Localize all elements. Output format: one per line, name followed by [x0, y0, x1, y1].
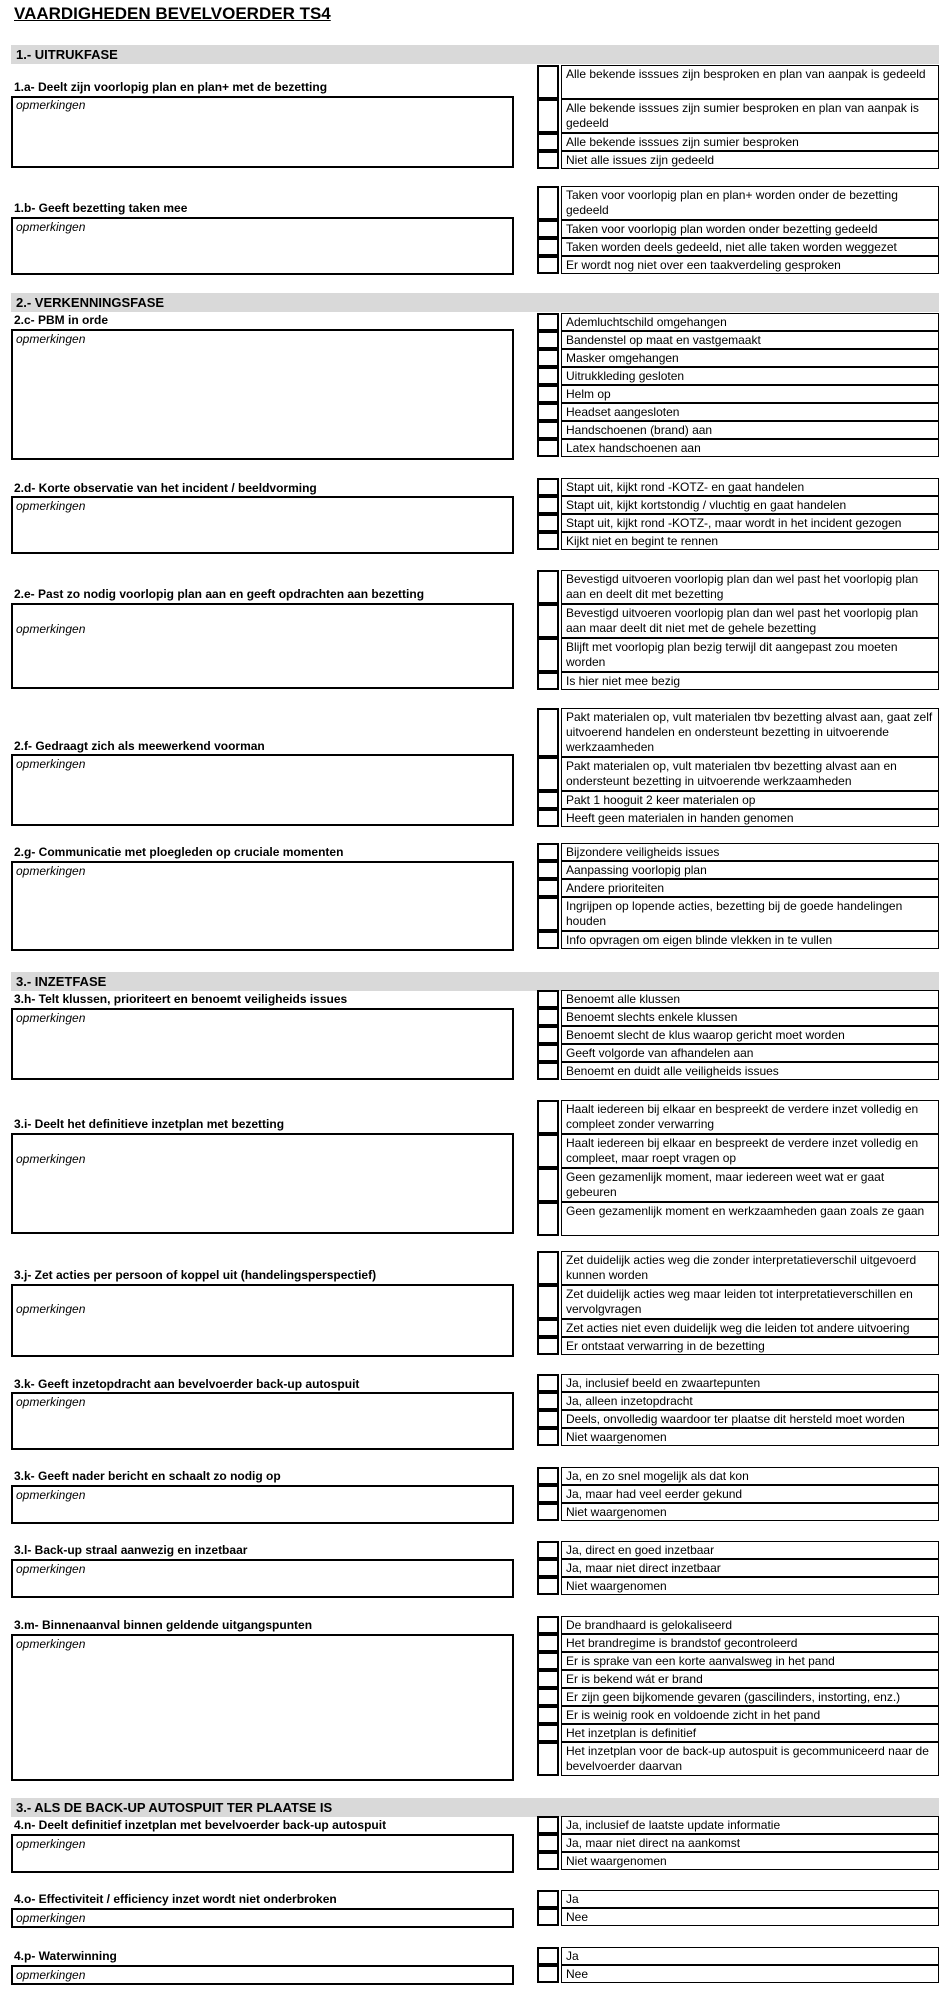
option-label: Niet waargenomen	[561, 1577, 939, 1595]
option-checkbox[interactable]	[537, 843, 559, 861]
rating-option[interactable]	[537, 1577, 939, 1595]
rating-option[interactable]	[537, 1319, 939, 1337]
rating-option[interactable]	[537, 843, 939, 861]
option-label: Alle bekende isssues zijn besproken en plan van aanpak is gedeeld	[561, 65, 939, 99]
option-checkbox[interactable]	[537, 1852, 559, 1870]
option-label: Er wordt nog niet over een taakverdeling gesproken	[561, 256, 939, 274]
rating-option[interactable]	[537, 220, 939, 238]
option-checkbox[interactable]	[537, 421, 559, 439]
option-label: Er ontstaat verwarring in de bezetting	[561, 1337, 939, 1355]
rating-option[interactable]	[537, 861, 939, 879]
option-checkbox[interactable]	[537, 1503, 559, 1521]
option-checkbox[interactable]	[537, 1337, 559, 1355]
remarks-label: opmerkingen	[16, 1968, 86, 1982]
option-checkbox[interactable]	[537, 1652, 559, 1670]
criterion-title: 1.b- Geeft bezetting taken mee	[14, 201, 188, 215]
criterion-title: 2.c- PBM in orde	[14, 313, 109, 327]
option-label: Er is sprake van een korte aanvalsweg in het pand	[561, 1652, 939, 1670]
rating-option[interactable]	[537, 99, 939, 133]
rating-option[interactable]	[537, 1634, 939, 1652]
rating-option[interactable]	[537, 1062, 939, 1080]
option-label: Geeft volgorde van afhandelen aan	[561, 1044, 939, 1062]
remarks-label: opmerkingen	[16, 220, 86, 234]
remarks-field[interactable]	[11, 603, 514, 689]
option-checkbox[interactable]	[537, 861, 559, 879]
option-checkbox[interactable]	[537, 1834, 559, 1852]
option-checkbox[interactable]	[537, 532, 559, 550]
option-label: Nee	[561, 1908, 939, 1926]
rating-option[interactable]	[537, 879, 939, 897]
option-label: Er zijn geen bijkomende gevaren (gascilinders, instorting, enz.)	[561, 1688, 939, 1706]
option-checkbox[interactable]	[537, 1908, 559, 1926]
option-label: Andere prioriteiten	[561, 879, 939, 897]
rating-option[interactable]	[537, 514, 939, 532]
option-checkbox[interactable]	[537, 1202, 559, 1236]
rating-option[interactable]	[537, 1100, 939, 1134]
option-checkbox[interactable]	[537, 1965, 559, 1983]
option-checkbox[interactable]	[537, 151, 559, 169]
option-checkbox[interactable]	[537, 1816, 559, 1834]
option-checkbox[interactable]	[537, 570, 559, 604]
rating-option[interactable]	[537, 672, 939, 690]
rating-option[interactable]	[537, 439, 939, 457]
rating-option[interactable]	[537, 1890, 939, 1908]
rating-option[interactable]	[537, 1485, 939, 1503]
remarks-field[interactable]	[11, 1965, 514, 1985]
section-header: 2.- VERKENNINGSFASE	[11, 293, 939, 312]
option-checkbox[interactable]	[537, 1428, 559, 1446]
option-label: Ja, alleen inzetopdracht	[561, 1392, 939, 1410]
option-label: Alle bekende isssues zijn sumier besproken en plan van aanpak is gedeeld	[561, 99, 939, 133]
option-label: Ja, inclusief beeld en zwaartepunten	[561, 1374, 939, 1392]
criterion-title: 4.o- Effectiviteit / efficiency inzet wordt niet onderbroken	[14, 1892, 337, 1906]
option-label: Niet alle issues zijn gedeeld	[561, 151, 939, 169]
option-checkbox[interactable]	[537, 879, 559, 897]
option-checkbox[interactable]	[537, 1100, 559, 1134]
rating-option[interactable]	[537, 1616, 939, 1634]
option-checkbox[interactable]	[537, 708, 559, 757]
option-label: Het inzetplan is definitief	[561, 1724, 939, 1742]
rating-option[interactable]	[537, 349, 939, 367]
option-checkbox[interactable]	[537, 220, 559, 238]
criterion-title: 2.g- Communicatie met ploegleden op cruciale momenten	[14, 845, 344, 859]
option-checkbox[interactable]	[537, 1706, 559, 1724]
criterion-title: 2.e- Past zo nodig voorlopig plan aan en geeft opdrachten aan bezetting	[14, 587, 425, 601]
option-label: Pakt 1 hooguit 2 keer materialen op	[561, 791, 939, 809]
option-checkbox[interactable]	[537, 478, 559, 496]
rating-option[interactable]	[537, 65, 939, 99]
remarks-field[interactable]	[11, 861, 514, 951]
rating-option[interactable]	[537, 1965, 939, 1983]
rating-option[interactable]	[537, 1742, 939, 1776]
option-checkbox[interactable]	[537, 1044, 559, 1062]
remarks-label: opmerkingen	[16, 1395, 86, 1409]
option-label: De brandhaard is gelokaliseerd	[561, 1616, 939, 1634]
rating-option[interactable]	[537, 1428, 939, 1446]
rating-option[interactable]	[537, 1908, 939, 1926]
option-label: Bevestigd uitvoeren voorlopig plan dan wel past het voorlopig plan aan en deelt dit met bezetting	[561, 570, 939, 604]
option-checkbox[interactable]	[537, 1742, 559, 1776]
option-label: Zet acties niet even duidelijk weg die leiden tot andere uitvoering	[561, 1319, 939, 1337]
option-checkbox[interactable]	[537, 403, 559, 421]
document-title: VAARDIGHEDEN BEVELVOERDER TS4	[14, 4, 331, 23]
rating-option[interactable]	[537, 1503, 939, 1521]
option-checkbox[interactable]	[537, 439, 559, 457]
rating-option[interactable]	[537, 1724, 939, 1742]
rating-option[interactable]	[537, 1285, 939, 1319]
rating-option[interactable]	[537, 1374, 939, 1392]
option-label: Deels, onvolledig waardoor ter plaatse dit hersteld moet worden	[561, 1410, 939, 1428]
option-label: Nee	[561, 1965, 939, 1983]
option-label: Haalt iedereen bij elkaar en bespreekt de verdere inzet volledig en compleet, maar roept vragen op	[561, 1134, 939, 1168]
remarks-label: opmerkingen	[16, 98, 86, 112]
rating-option[interactable]	[537, 570, 939, 604]
criterion-title: 3.k- Geeft inzetopdracht aan bevelvoerder back-up autospuit	[14, 1377, 360, 1391]
rating-option[interactable]	[537, 1852, 939, 1870]
rating-option[interactable]	[537, 1008, 939, 1026]
option-checkbox[interactable]	[537, 367, 559, 385]
rating-option[interactable]	[537, 757, 939, 791]
option-checkbox[interactable]	[537, 186, 559, 220]
option-label: Het brandregime is brandstof gecontroleerd	[561, 1634, 939, 1652]
criterion-title: 3.i- Deelt het definitieve inzetplan met bezetting	[14, 1117, 285, 1131]
rating-option[interactable]	[537, 1044, 939, 1062]
criterion-title: 3.h- Telt klussen, prioriteert en benoemt veiligheids issues	[14, 992, 348, 1006]
remarks-label: opmerkingen	[16, 499, 86, 513]
option-checkbox[interactable]	[537, 1724, 559, 1742]
option-label: Benoemt en duidt alle veiligheids issues	[561, 1062, 939, 1080]
rating-option[interactable]	[537, 385, 939, 403]
remarks-label: opmerkingen	[16, 864, 86, 878]
option-checkbox[interactable]	[537, 897, 559, 931]
option-label: Zet duidelijk acties weg die zonder interpretatieverschil uitgevoerd kunnen worden	[561, 1251, 939, 1285]
option-label: Alle bekende isssues zijn sumier besproken	[561, 133, 939, 151]
rating-option[interactable]	[537, 1337, 939, 1355]
remarks-label: opmerkingen	[16, 1152, 86, 1166]
option-label: Headset aangesloten	[561, 403, 939, 421]
rating-option[interactable]	[537, 256, 939, 274]
remarks-label: opmerkingen	[16, 1302, 86, 1316]
option-label: Benoemt alle klussen	[561, 990, 939, 1008]
option-label: Niet waargenomen	[561, 1503, 939, 1521]
option-label: Er is bekend wát er brand	[561, 1670, 939, 1688]
option-label: Stapt uit, kijkt rond -KOTZ- en gaat handelen	[561, 478, 939, 496]
rating-option[interactable]	[537, 1670, 939, 1688]
remarks-field[interactable]	[11, 1392, 514, 1450]
option-label: Ingrijpen op lopende acties, bezetting bij de goede handelingen houden	[561, 897, 939, 931]
option-label: Ja, maar niet direct na aankomst	[561, 1834, 939, 1852]
option-label: Taken voor voorlopig plan worden onder bezetting gedeeld	[561, 220, 939, 238]
option-label: Er is weinig rook en voldoende zicht in het pand	[561, 1706, 939, 1724]
rating-option[interactable]	[537, 897, 939, 931]
criterion-title: 2.d- Korte observatie van het incident / beeldvorming	[14, 481, 317, 495]
rating-option[interactable]	[537, 1026, 939, 1044]
option-checkbox[interactable]	[537, 349, 559, 367]
option-checkbox[interactable]	[537, 1008, 559, 1026]
option-label: Ja, direct en goed inzetbaar	[561, 1541, 939, 1559]
option-label: Helm op	[561, 385, 939, 403]
rating-option[interactable]	[537, 1652, 939, 1670]
option-label: Geen gezamenlijk moment, maar iedereen weet wat er gaat gebeuren	[561, 1168, 939, 1202]
option-checkbox[interactable]	[537, 1285, 559, 1319]
option-checkbox[interactable]	[537, 1319, 559, 1337]
rating-option[interactable]	[537, 1559, 939, 1577]
option-label: Ja	[561, 1890, 939, 1908]
rating-option[interactable]	[537, 1134, 939, 1168]
remarks-label: opmerkingen	[16, 757, 86, 771]
remarks-field[interactable]	[11, 1008, 514, 1080]
option-checkbox[interactable]	[537, 514, 559, 532]
option-label: Ja, maar had veel eerder gekund	[561, 1485, 939, 1503]
option-checkbox[interactable]	[537, 65, 559, 99]
option-label: Taken worden deels gedeeld, niet alle taken worden weggezet	[561, 238, 939, 256]
remarks-label: opmerkingen	[16, 1488, 86, 1502]
rating-option[interactable]	[537, 496, 939, 514]
option-checkbox[interactable]	[537, 809, 559, 827]
option-label: Masker omgehangen	[561, 349, 939, 367]
rating-option[interactable]	[537, 1410, 939, 1428]
remarks-label: opmerkingen	[16, 1562, 86, 1576]
criterion-title: 3.m- Binnenaanval binnen geldende uitgangspunten	[14, 1618, 313, 1632]
option-label: Pakt materialen op, vult materialen tbv bezetting alvast aan en ondersteunt bezetting in uitvoerende werkzaamheden	[561, 757, 939, 791]
option-label: Latex handschoenen aan	[561, 439, 939, 457]
option-label: Bevestigd uitvoeren voorlopig plan dan wel past het voorlopig plan aan maar deelt dit niet met de gehele bezetting	[561, 604, 939, 638]
option-label: Aanpassing voorlopig plan	[561, 861, 939, 879]
remarks-field[interactable]	[11, 1559, 514, 1598]
option-label: Info opvragen om eigen blinde vlekken in te vullen	[561, 931, 939, 949]
option-checkbox[interactable]	[537, 638, 559, 672]
rating-option[interactable]	[537, 186, 939, 220]
option-label: Niet waargenomen	[561, 1428, 939, 1446]
criterion-title: 2.f- Gedraagt zich als meewerkend voorman	[14, 739, 265, 753]
option-checkbox[interactable]	[537, 931, 559, 949]
remarks-field[interactable]	[11, 96, 514, 168]
remarks-field[interactable]	[11, 1634, 514, 1781]
criterion-title: 3.k- Geeft nader bericht en schaalt zo nodig op	[14, 1469, 281, 1483]
option-label: Stapt uit, kijkt kortstondig / vluchtig en gaat handelen	[561, 496, 939, 514]
option-label: Stapt uit, kijkt rond -KOTZ-, maar wordt in het incident gezogen	[561, 514, 939, 532]
option-checkbox[interactable]	[537, 1410, 559, 1428]
rating-option[interactable]	[537, 1168, 939, 1202]
option-checkbox[interactable]	[537, 757, 559, 791]
remarks-field[interactable]	[11, 329, 514, 460]
option-checkbox[interactable]	[537, 990, 559, 1008]
option-label: Pakt materialen op, vult materialen tbv bezetting alvast aan, gaat zelf uitvoerend handelen en ondersteunt bezetting in uitvoerende werkzaamheden	[561, 708, 939, 757]
option-checkbox[interactable]	[537, 99, 559, 133]
remarks-label: opmerkingen	[16, 622, 86, 636]
option-checkbox[interactable]	[537, 1670, 559, 1688]
remarks-field[interactable]	[11, 1485, 514, 1524]
rating-option[interactable]	[537, 708, 939, 757]
option-label: Benoemt slechts enkele klussen	[561, 1008, 939, 1026]
rating-option[interactable]	[537, 532, 939, 550]
section-header: 3.- ALS DE BACK-UP AUTOSPUIT TER PLAATSE IS	[11, 1798, 939, 1817]
option-checkbox[interactable]	[537, 672, 559, 690]
option-label: Blijft met voorlopig plan bezig terwijl dit aangepast zou moeten worden	[561, 638, 939, 672]
option-checkbox[interactable]	[537, 1688, 559, 1706]
rating-option[interactable]	[537, 151, 939, 169]
option-label: Haalt iedereen bij elkaar en bespreekt de verdere inzet volledig en compleet zonder verwarring	[561, 1100, 939, 1134]
rating-option[interactable]	[537, 238, 939, 256]
remarks-label: opmerkingen	[16, 1011, 86, 1025]
rating-option[interactable]	[537, 604, 939, 638]
option-label: Kijkt niet en begint te rennen	[561, 532, 939, 550]
rating-option[interactable]	[537, 313, 939, 331]
rating-option[interactable]	[537, 1816, 939, 1834]
remarks-field[interactable]	[11, 1284, 514, 1357]
option-label: Is hier niet mee bezig	[561, 672, 939, 690]
rating-option[interactable]	[537, 638, 939, 672]
rating-option[interactable]	[537, 1947, 939, 1965]
option-label: Ja	[561, 1947, 939, 1965]
rating-option[interactable]	[537, 367, 939, 385]
rating-option[interactable]	[537, 1202, 939, 1236]
option-checkbox[interactable]	[537, 1467, 559, 1485]
remarks-field[interactable]	[11, 1834, 514, 1873]
rating-option[interactable]	[537, 403, 939, 421]
option-checkbox[interactable]	[537, 604, 559, 638]
option-label: Ja, en zo snel mogelijk als dat kon	[561, 1467, 939, 1485]
option-checkbox[interactable]	[537, 313, 559, 331]
option-checkbox[interactable]	[537, 1062, 559, 1080]
option-label: Bijzondere veiligheids issues	[561, 843, 939, 861]
option-checkbox[interactable]	[537, 496, 559, 514]
criterion-title: 4.n- Deelt definitief inzetplan met bevelvoerder back-up autospuit	[14, 1818, 387, 1832]
rating-option[interactable]	[537, 990, 939, 1008]
option-checkbox[interactable]	[537, 385, 559, 403]
option-checkbox[interactable]	[537, 331, 559, 349]
section-header: 3.- INZETFASE	[11, 972, 939, 991]
option-checkbox[interactable]	[537, 1134, 559, 1168]
remarks-field[interactable]	[11, 217, 514, 275]
remarks-label: opmerkingen	[16, 332, 86, 346]
rating-option[interactable]	[537, 133, 939, 151]
option-label: Het inzetplan voor de back-up autospuit is gecommuniceerd naar de bevelvoerder daarvan	[561, 1742, 939, 1776]
option-label: Benoemt slecht de klus waarop gericht moet worden	[561, 1026, 939, 1044]
remarks-label: opmerkingen	[16, 1637, 86, 1651]
option-checkbox[interactable]	[537, 238, 559, 256]
option-checkbox[interactable]	[537, 256, 559, 274]
option-checkbox[interactable]	[537, 1374, 559, 1392]
option-label: Geen gezamenlijk moment en werkzaamheden gaan zoals ze gaan	[561, 1202, 939, 1236]
option-label: Ja, maar niet direct inzetbaar	[561, 1559, 939, 1577]
option-checkbox[interactable]	[537, 133, 559, 151]
option-label: Handschoenen (brand) aan	[561, 421, 939, 439]
remarks-field[interactable]	[11, 1133, 514, 1234]
option-checkbox[interactable]	[537, 1890, 559, 1908]
rating-option[interactable]	[537, 331, 939, 349]
option-label: Zet duidelijk acties weg maar leiden tot interpretatieverschillen en vervolgvragen	[561, 1285, 939, 1319]
option-checkbox[interactable]	[537, 1577, 559, 1595]
rating-option[interactable]	[537, 1688, 939, 1706]
rating-option[interactable]	[537, 478, 939, 496]
option-label: Bandenstel op maat en vastgemaakt	[561, 331, 939, 349]
option-checkbox[interactable]	[537, 1485, 559, 1503]
rating-option[interactable]	[537, 1706, 939, 1724]
remarks-field[interactable]	[11, 754, 514, 826]
option-label: Ja, inclusief de laatste update informatie	[561, 1816, 939, 1834]
option-checkbox[interactable]	[537, 1616, 559, 1634]
option-checkbox[interactable]	[537, 1634, 559, 1652]
rating-option[interactable]	[537, 1834, 939, 1852]
option-checkbox[interactable]	[537, 1541, 559, 1559]
criterion-title: 3.j- Zet acties per persoon of koppel uit (handelingsperspectief)	[14, 1268, 377, 1282]
option-label: Uitrukkleding gesloten	[561, 367, 939, 385]
criterion-title: 1.a- Deelt zijn voorlopig plan en plan+ met de bezetting	[14, 80, 328, 94]
option-label: Heeft geen materialen in handen genomen	[561, 809, 939, 827]
option-checkbox[interactable]	[537, 1168, 559, 1202]
rating-option[interactable]	[537, 809, 939, 827]
remarks-field[interactable]	[11, 496, 514, 554]
option-checkbox[interactable]	[537, 1251, 559, 1285]
option-label: Ademluchtschild omgehangen	[561, 313, 939, 331]
option-label: Niet waargenomen	[561, 1852, 939, 1870]
rating-option[interactable]	[537, 931, 939, 949]
criterion-title: 3.l- Back-up straal aanwezig en inzetbaar	[14, 1543, 248, 1557]
remarks-field[interactable]	[11, 1908, 514, 1928]
rating-option[interactable]	[537, 791, 939, 809]
rating-option[interactable]	[537, 1251, 939, 1285]
option-checkbox[interactable]	[537, 1559, 559, 1577]
option-checkbox[interactable]	[537, 1947, 559, 1965]
option-checkbox[interactable]	[537, 791, 559, 809]
option-checkbox[interactable]	[537, 1392, 559, 1410]
remarks-label: opmerkingen	[16, 1837, 86, 1851]
rating-option[interactable]	[537, 421, 939, 439]
section-header: 1.- UITRUKFASE	[11, 45, 939, 64]
remarks-label: opmerkingen	[16, 1911, 86, 1925]
option-checkbox[interactable]	[537, 1026, 559, 1044]
option-label: Taken voor voorlopig plan en plan+ worden onder de bezetting gedeeld	[561, 186, 939, 220]
criterion-title: 4.p- Waterwinning	[14, 1949, 117, 1963]
rating-option[interactable]	[537, 1467, 939, 1485]
rating-option[interactable]	[537, 1541, 939, 1559]
rating-option[interactable]	[537, 1392, 939, 1410]
